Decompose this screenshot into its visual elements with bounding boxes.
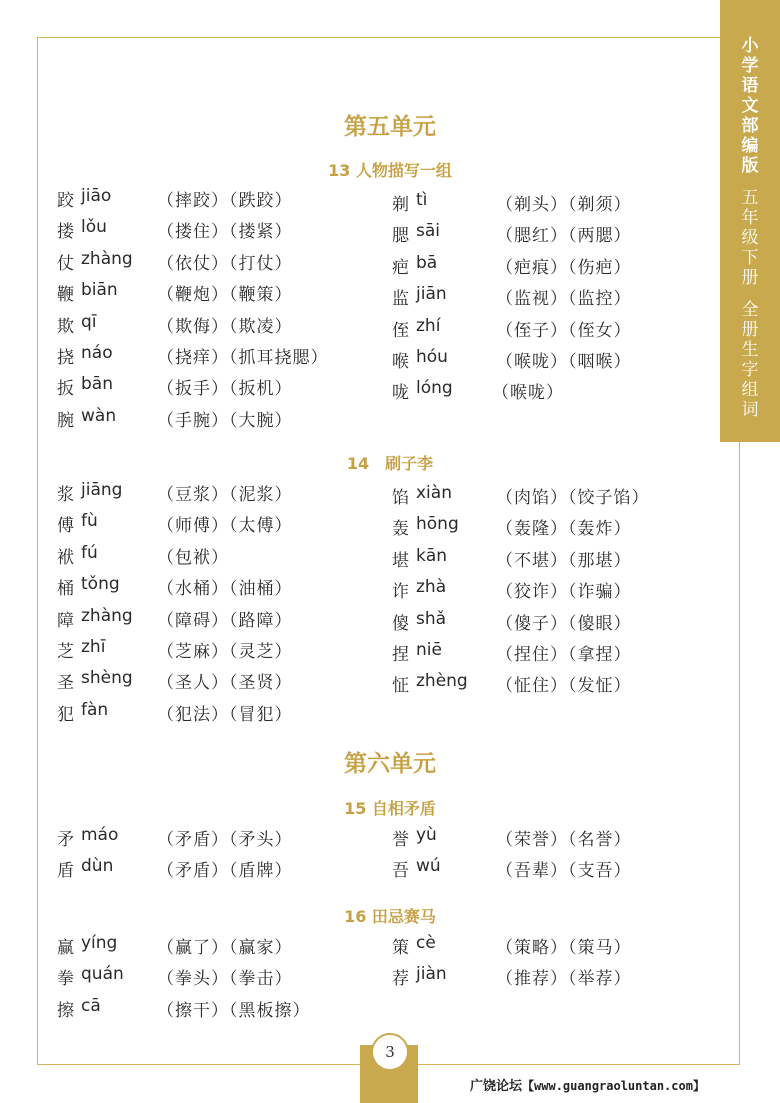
vocab-character: 搂 — [57, 222, 74, 243]
vocab-words: （犯法）（冒犯） — [157, 704, 293, 725]
vocab-words: （轰隆）（轰炸） — [496, 519, 632, 540]
vocab-pinyin: biān — [81, 280, 118, 301]
vocab-words: （矛盾）（盾牌） — [157, 861, 293, 882]
vocab-entry — [392, 315, 632, 341]
vocab-pinyin: fàn — [81, 699, 109, 720]
vocab-entry — [57, 964, 293, 990]
vocab-pinyin: yù — [416, 825, 437, 845]
vocab-words: （喉咙） — [492, 383, 564, 404]
vocab-character: 傅 — [57, 516, 74, 537]
vocab-entry — [392, 608, 632, 634]
vocab-character: 策 — [392, 938, 409, 958]
vocab-words: （肉馅）（饺子馅） — [496, 488, 650, 508]
vocab-entry — [392, 640, 632, 665]
vocab-pinyin: zhàng — [81, 605, 133, 626]
vocab-words: （荣誉）（名誉） — [496, 830, 632, 850]
vocab-character: 馅 — [392, 488, 409, 508]
vocab-pinyin: fú — [81, 542, 98, 563]
vocab-pinyin: zhàng — [81, 248, 133, 269]
vocab-pinyin: náo — [81, 343, 113, 363]
vocab-words: （推荐）（举荐） — [496, 969, 632, 990]
footer-url[interactable]: 【www.guangraoluntan.com】 — [522, 1079, 705, 1093]
vocab-words: （芝麻）（灵芝） — [157, 642, 293, 662]
vocab-words: （矛盾）（矛头） — [157, 830, 293, 850]
vocab-character: 轰 — [392, 519, 409, 540]
vocab-character: 荐 — [392, 969, 409, 990]
vocab-words: （手腕）（大腕） — [157, 410, 293, 431]
vocab-pinyin: hóu — [416, 347, 448, 367]
vocab-character: 吾 — [392, 861, 409, 882]
vocab-words: （疤痕）（伤疤） — [496, 257, 632, 278]
vocab-entry — [392, 856, 632, 882]
unit-title: 第五单元 — [344, 114, 436, 140]
vocab-entry — [57, 542, 229, 568]
vocab-entry — [392, 221, 632, 247]
vocab-entry — [392, 483, 650, 508]
vocab-entry — [57, 186, 293, 211]
vocab-words: （依仗）（打仗） — [157, 253, 293, 274]
vocab-entry — [57, 699, 293, 725]
vocab-words: （捏住）（拿捏） — [496, 645, 632, 665]
vocab-words: （喉咙）（咽喉） — [496, 352, 632, 372]
vocab-pinyin: tì — [416, 190, 428, 210]
lesson-title: 16 田忌赛马 — [344, 907, 436, 926]
vocab-pinyin: zhī — [81, 637, 106, 657]
vocab-character: 跤 — [57, 191, 74, 211]
vocab-words: （赢了）（赢家） — [157, 938, 293, 958]
vocab-entry — [57, 343, 329, 368]
vocab-character: 腮 — [392, 226, 409, 247]
vocab-pinyin: shǎ — [416, 608, 447, 629]
vocab-words: （傻子）（傻眼） — [496, 613, 632, 634]
vocab-pinyin: cā — [81, 995, 101, 1016]
vocab-pinyin: lǒu — [81, 217, 107, 238]
side-tab-series: 小学语文部编版 — [741, 36, 759, 176]
vocab-character: 赢 — [57, 938, 74, 958]
vocab-character: 矛 — [57, 830, 74, 850]
vocab-pinyin: jiàn — [416, 964, 447, 985]
vocab-entry — [392, 825, 632, 850]
vocab-words: （包袱） — [157, 547, 229, 568]
vocab-pinyin: bān — [81, 374, 113, 395]
vocab-entry — [392, 671, 632, 697]
vocab-character: 喉 — [392, 352, 409, 372]
vocab-character: 疤 — [392, 257, 409, 278]
vocab-entry — [57, 480, 293, 505]
vocab-pinyin: jiāng — [81, 480, 123, 500]
vocab-pinyin: jiān — [416, 284, 447, 305]
vocab-pinyin: máo — [81, 825, 119, 845]
vocab-character: 捏 — [392, 645, 409, 665]
page-number: 3 — [371, 1033, 409, 1071]
vocab-pinyin: dùn — [81, 856, 114, 877]
vocab-pinyin: hōng — [416, 514, 459, 535]
vocab-entry — [57, 856, 293, 882]
vocab-entry — [392, 284, 632, 310]
vocab-words: （搂住）（搂紧） — [157, 222, 293, 243]
unit-title: 第六单元 — [344, 751, 436, 777]
vocab-character: 障 — [57, 610, 74, 631]
vocab-words: （拳头）（拳击） — [157, 969, 293, 990]
vocab-entry — [57, 405, 293, 431]
vocab-pinyin: sāi — [416, 221, 440, 242]
vocab-character: 仗 — [57, 253, 74, 274]
vocab-pinyin: shèng — [81, 668, 133, 689]
vocab-entry — [57, 574, 293, 600]
vocab-words: （师傅）（太傅） — [157, 516, 293, 537]
vocab-words: （侄子）（侄女） — [496, 320, 632, 341]
vocab-entry — [392, 347, 632, 372]
side-tab-grade: 五年级下册 — [741, 188, 759, 288]
vocab-pinyin: wàn — [81, 405, 117, 426]
vocab-character: 鞭 — [57, 285, 74, 306]
vocab-words: （扳手）（扳机） — [157, 379, 293, 400]
vocab-entry — [57, 933, 293, 958]
vocab-entry — [57, 217, 293, 243]
vocab-pinyin: fù — [81, 511, 98, 532]
vocab-character: 欺 — [57, 316, 74, 337]
vocab-character: 擦 — [57, 1000, 74, 1021]
footer-site: 广饶论坛 — [470, 1079, 523, 1094]
vocab-character: 犯 — [57, 704, 74, 725]
vocab-entry — [392, 190, 632, 215]
vocab-character: 剃 — [392, 195, 409, 215]
lesson-title: 14 刷子李 — [346, 454, 434, 473]
lesson-title: 13 人物描写一组 — [328, 161, 452, 180]
vocab-entry — [57, 995, 311, 1021]
vocab-words: （圣人）（圣贤） — [157, 673, 293, 694]
vocab-words: （水桶）（油桶） — [157, 579, 293, 600]
vocab-pinyin: zhèng — [416, 671, 468, 692]
vocab-character: 袱 — [57, 547, 74, 568]
vocab-character: 堪 — [392, 550, 409, 571]
vocab-character: 诈 — [392, 582, 409, 603]
vocab-pinyin: cè — [416, 933, 436, 953]
vocab-words: （怔住）（发怔） — [496, 676, 632, 697]
vocab-character: 誉 — [392, 830, 409, 850]
vocab-character: 监 — [392, 289, 409, 310]
vocab-words: （擦干）（黑板擦） — [157, 1000, 311, 1021]
vocab-entry — [57, 605, 293, 631]
vocab-entry — [392, 252, 632, 278]
vocab-entry — [57, 248, 293, 274]
vocab-pinyin: quán — [81, 964, 124, 985]
vocab-entry — [392, 378, 564, 404]
vocab-character: 拳 — [57, 969, 74, 990]
vocab-pinyin: yíng — [81, 933, 118, 953]
vocab-entry — [392, 964, 632, 990]
vocab-words: （监视）（监控） — [496, 289, 632, 310]
vocab-entry — [57, 280, 293, 306]
vocab-words: （挠痒）（抓耳挠腮） — [157, 348, 329, 368]
vocab-character: 挠 — [57, 348, 74, 368]
vocab-pinyin: bā — [416, 252, 438, 273]
vocab-words: （摔跤）（跌跤） — [157, 191, 293, 211]
vocab-entry — [392, 933, 632, 958]
vocab-character: 腕 — [57, 410, 74, 431]
lesson-title: 15 自相矛盾 — [344, 799, 436, 818]
vocab-entry — [392, 545, 632, 571]
vocab-words: （吾辈）（支吾） — [496, 861, 632, 882]
footer-source — [470, 1075, 705, 1094]
vocab-pinyin: zhà — [416, 577, 447, 598]
vocab-words: （腮红）（两腮） — [496, 226, 632, 247]
vocab-words: （剃头）（剃须） — [496, 195, 632, 215]
vocab-pinyin: zhí — [416, 315, 441, 336]
vocab-character: 桶 — [57, 579, 74, 600]
vocab-pinyin: jiāo — [81, 186, 112, 206]
vocab-character: 圣 — [57, 673, 74, 694]
vocab-words: （豆浆）（泥浆） — [157, 485, 293, 505]
side-tab — [720, 0, 780, 442]
vocab-entry — [57, 511, 293, 537]
vocab-character: 芝 — [57, 642, 74, 662]
vocab-words: （鞭炮）（鞭策） — [157, 285, 293, 306]
vocab-entry — [392, 514, 632, 540]
vocab-character: 侄 — [392, 320, 409, 341]
vocab-words: （障碍）（路障） — [157, 610, 293, 631]
vocab-pinyin: niē — [416, 640, 442, 660]
vocab-character: 咙 — [392, 383, 409, 404]
vocab-pinyin: tǒng — [81, 574, 120, 595]
side-tab-subject: 全册生字组词 — [741, 300, 759, 420]
vocab-words: （策略）（策马） — [496, 938, 632, 958]
vocab-entry — [57, 825, 293, 850]
vocab-character: 浆 — [57, 485, 74, 505]
vocab-character: 盾 — [57, 861, 74, 882]
vocab-pinyin: xiàn — [416, 483, 452, 503]
vocab-entry — [57, 374, 293, 400]
vocab-pinyin: wú — [416, 856, 441, 877]
vocab-character: 傻 — [392, 613, 409, 634]
vocab-pinyin: qī — [81, 311, 97, 332]
vocab-entry — [57, 637, 293, 662]
vocab-entry — [392, 577, 632, 603]
vocab-words: （欺侮）（欺凌） — [157, 316, 293, 337]
vocab-pinyin: lóng — [416, 378, 453, 399]
vocab-entry — [57, 311, 293, 337]
vocab-entry — [57, 668, 293, 694]
vocab-words: （不堪）（那堪） — [496, 550, 632, 571]
vocab-words: （狡诈）（诈骗） — [496, 582, 632, 603]
vocab-character: 扳 — [57, 379, 74, 400]
vocab-pinyin: kān — [416, 545, 448, 566]
vocab-character: 怔 — [392, 676, 409, 697]
